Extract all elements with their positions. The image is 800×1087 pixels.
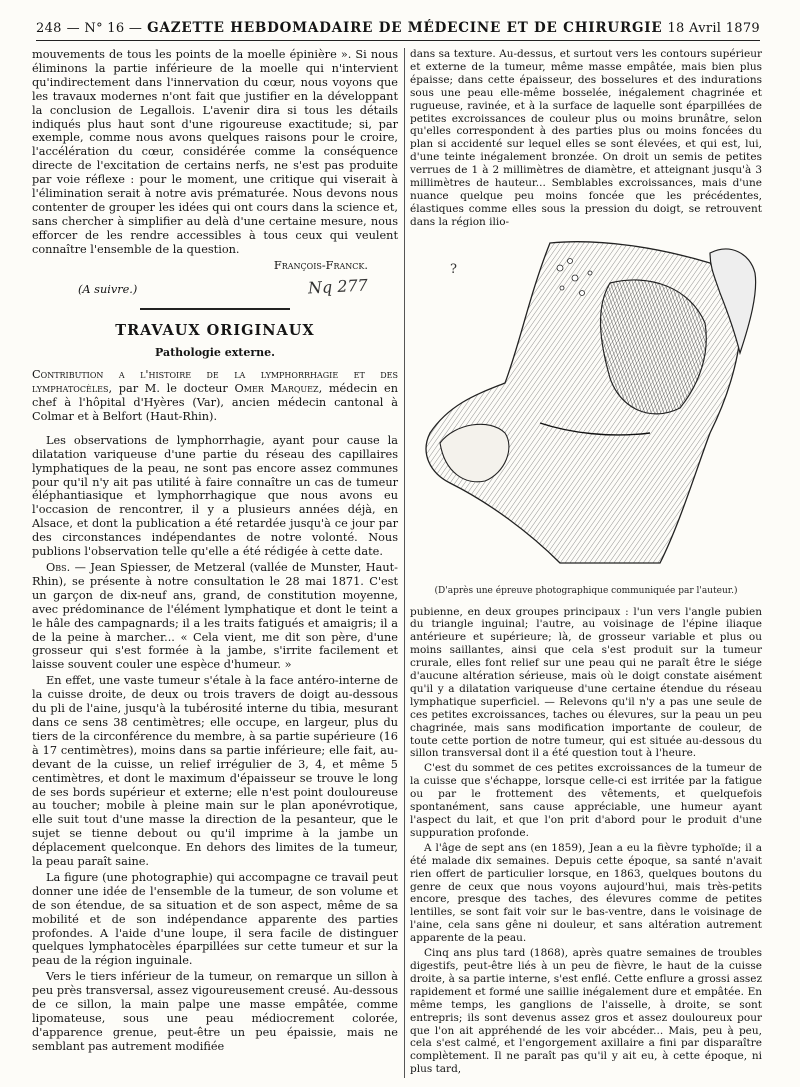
obs-label: Obs.: [46, 561, 71, 574]
contribution-heading: [32, 368, 398, 424]
a-suivre: (A suivre.): [78, 282, 138, 296]
paragraph-tiers: Vers le tiers inférieur de la tumeur, on remarque un sillon à peu près transversal, assez vigoureusement creusé. Au-dessous de ce sillon, la main palpe une masse empâtée, comme lipomateuse, sous une peau médiocrement colorée, d'apparence grenue, peut-être un peu épaissie, mais ne semblant pas autrement modifiée: [32, 970, 398, 1053]
figure-caption: (D'après une épreuve photographique communiquée par l'auteur.): [434, 585, 738, 596]
subsection-title: Pathologie externe.: [155, 346, 275, 360]
obs-text: — Jean Spiesser, de Metzeral (vallée de Munster, Haut-Rhin), se présente à notre consultation le 28 mai 1871. C'est un garçon de dix-neuf ans, grand, de constitution moyenne, avec prédominance de l'élément lymphatique et dont le teint a le hâle des campagnards; il a les traits fatigués et amaigris; il a de la peine à marcher... « Cela vient, me dit son père, d'une grosseur qui s'est formée à la jambe, s'irrite facilement et laisse souvent couler une espèce d'humeur. »: [32, 561, 398, 672]
paragraph-observations: Les observations de lymphorrhagie, ayant pour cause la dilatation variqueuse d'une partie du réseau des capillaires lymphatiques de la peau, ne sont pas encore assez communes pour qu'il n'y ait pas utilité à faire connaître un cas de tumeur éléphantiasique et lymphorrhagique que nous avons eu l'occasion de rencontrer, il y a plusieurs années déjà, en Alsace, et dont la publication a été retardée jusqu'à ce jour par des circonstances indépendantes de notre volonté. Nous publions l'observation telle qu'elle a été rédigée à cette date.: [32, 433, 398, 559]
obs-paragraph: [32, 561, 398, 672]
column-divider: [404, 48, 405, 1078]
section-title: TRAVAUX ORIGINAUX: [115, 322, 315, 340]
intro-paragraph: mouvements de tous les points de la moelle épinière ». Si nous éliminons la partie inférieure de la moelle qui n'intervient qu'indirectement dans l'innervation du cœur, nous voyons que les travaux modernes n'ont fait que justifier en la développant la conclusion de Legallois. L'avenir dira si tous les détails indiqués plus haut sont d'une rigoureuse exactitude; si, par exemple, comme nous avons quelques raisons pour le croire, l'accélération du cœur, considérée comme la conséquence directe de l'excitation de certains nerfs, ne s'est pas produite par voie réflexe : pour le moment, une critique qui viserait à l'élimination serait à notre avis prématurée. Nous devons nous contenter de grouper les idées qui ont cours dans la science et, sans chercher à simplifier au delà d'une certaine mesure, nous efforcer de les rendre accessibles à tous ceux qui veulent connaître l'ensemble de la question.: [32, 48, 398, 256]
thigh-outline: [426, 241, 741, 562]
issue-date: 18 Avril 1879: [667, 21, 760, 36]
engraving-figure: [410, 233, 762, 579]
paragraph-pubienne: pubienne, en deux groupes principaux : l'un vers l'angle pubien du triangle inguinal; l'autre, au voisinage de l'épine iliaque antérieure et supérieure; là, de grosseur variable et plus ou moins saillantes, ainsi que cela s'est produit sur la tumeur crurale, elles font relief sur une peau qui ne paraît être le siége d'aucune altération sérieuse, mais où le doigt constate aisément qu'il y a dilatation variqueuse d'une certaine étendue du réseau lymphatique superficiel. — Relevons qu'il n'y a pas une seule de ces petites excroissances, taches ou élevures, sur la peau un peu chagrinée, mais sans modification importante de couleur, de toute cette portion de notre tumeur, qui est située au-dessous du sillon transversal dont il a été question tout à l'heure.: [410, 605, 762, 760]
question-mark: ?: [450, 261, 457, 277]
handwritten-note: Nq 277: [307, 274, 369, 298]
contribution-by: , par M. le docteur: [108, 382, 235, 396]
contribution-author: Omer Marquez: [234, 382, 319, 396]
journal-title: GAZETTE HEBDOMADAIRE DE MÉDECINE ET DE CHIRURGIE: [147, 20, 663, 36]
issue-number: — N° 16 —: [66, 21, 143, 36]
paragraph-figure: La figure (une photographie) qui accompagne ce travail peut donner une idée de l'ensemble de la tumeur, de son volume et de son étendue, de sa situation et de son aspect, même de sa mobilité et de son indépendance apparente des parties profondes. A l'aide d'une loupe, il sera facile de distinguer quelques lymphatocèles éparpillées sur cette tumeur et sur la peau de la région inguinale.: [32, 870, 398, 968]
paragraph-effet: En effet, une vaste tumeur s'étale à la face antéro-interne de la cuisse droite, de deux ou trois travers de doigt au-dessous du pli de l'aine, jusqu'à la tubérosité interne du tibia, mesurant dans ce sens 38 centimètres; elle occupe, en largeur, plus du tiers de la circonférence du membre, à sa partie supérieure (16 à 17 centimètres), moins dans sa partie inférieure; elle fait, au-devant de la cuisse, un relief irrégulier de 3, 4, et même 5 centimètres, et dont le maximum d'épaisseur se trouve le long de ses bords supérieur et externe; elle n'est point douloureuse au toucher; mobile à pleine main sur le plan aponévrotique, elle suit tout d'une masse la direction de la pesanteur, que le sujet se tienne debout ou qu'il imprime à la jambe un déplacement quelconque. En dehors des limites de la tumeur, la peau paraît saine.: [32, 674, 398, 869]
page-number: 248: [36, 21, 62, 36]
left-column: [32, 48, 398, 1078]
paragraph-sommet: C'est du sommet de ces petites excroissances de la tumeur de la cuisse que s'échappe, lorsque celle-ci est irritée par la fatigue ou par le frottement des vêtements, et quelquefois spontanément, sans cause appréciable, une humeur ayant l'aspect du lait, et que l'on prit d'abord pour le produit d'une suppuration profonde.: [410, 762, 762, 839]
paragraph-age: A l'âge de sept ans (en 1859), Jean a eu la fièvre typhoïde; il a été malade dix semaines. Depuis cette époque, sa santé n'avait rien offert de particulier lorsque, en 1863, quelques boutons du genre de ceux que nous voyons aujourd'hui, mais très-petits encore, presque des taches, des élevures comme de petites lentilles, se sont fait voir sur le bas-ventre, dans le voisinage de l'aine, cela sans gêne ni douleur, et sans altération autrement apparente de la peau.: [410, 841, 762, 945]
contribution-title: Contribution a l'histoire de la lymphorrhagie et des lymphatocèles: [32, 368, 398, 396]
contribution-affiliation: , médecin en chef à l'hôpital d'Hyères (Var), ancien médecin cantonal à Colmar et à Belfort (Haut-Rhin).: [32, 382, 398, 423]
header-rule: [36, 40, 760, 41]
paragraph-cinq: Cinq ans plus tard (1868), après quatre semaines de troubles digestifs, peut-être liés à un peu de fièvre, le haut de la cuisse droite, à sa partie interne, s'est enflé. Cette enflure a grossi assez rapidement et formé une saillie inégalement dure et empâtée. En même temps, les ganglions de l'aisselle, à droite, se sont entrepris; ils sont devenus assez gros et assez douloureux pour que l'on ait appréhendé de les voir abcéder... Mais, peu à peu, cela s'est calmé, et l'engorgement axillaire a fini par disparaître complètement. Il ne paraît pas qu'il y ait eu, à cette époque, ni plus tard,: [410, 947, 762, 1076]
paragraph-texture: dans sa texture. Au-dessus, et surtout vers les contours supérieur et externe de la tumeur, même masse empâtée, mais bien plus épaisse; dans cette épaisseur, des bosselures et des indurations sous une peau elle-même bosselée, inégalement chagrinée et rugueuse, ravinée, et à la surface de laquelle sont éparpillées de petites excroissances de couleur plus ou moins brunâtre, selon qu'elles correspondent à des parties plus ou moins foncées du plan si accidenté sur lequel elles se sont élevées, et qui est, lui, d'une teinte inégalement bronzée. On droit un semis de petites verrues de 1 à 2 millimètres de diamètre, et atteignant jusqu'à 3 millimètres de hauteur... Semblables excroissances, mais d'une nuance quelque peu moins foncée que les précédentes, élastiques comme elles sous la pression du doigt, se retrouvent dans la région ilio-: [410, 48, 762, 228]
running-header: [36, 8, 760, 36]
section-rule: [140, 308, 290, 310]
signature: François-Franck.: [273, 258, 368, 272]
a-suivre-row: [32, 274, 398, 298]
right-column: [410, 48, 762, 1078]
